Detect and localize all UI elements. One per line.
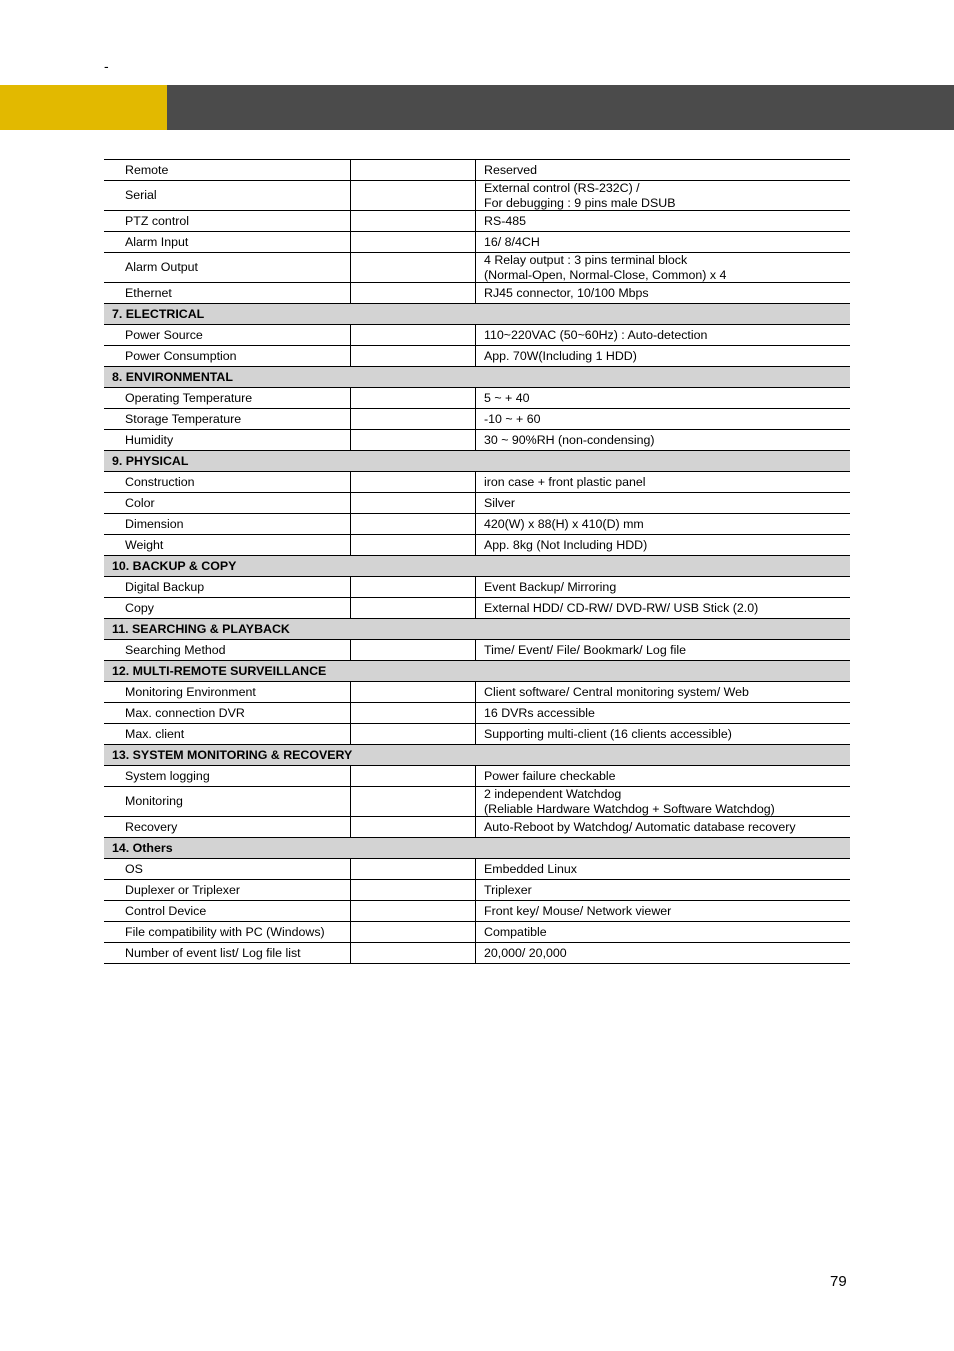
spec-empty-cell bbox=[351, 724, 476, 745]
spec-value: 2 independent Watchdog (Reliable Hardware Watchdog + Software Watchdog) bbox=[476, 787, 851, 817]
spec-empty-cell bbox=[351, 325, 476, 346]
spec-value: App. 8kg (Not Including HDD) bbox=[476, 535, 851, 556]
spec-row bbox=[104, 640, 850, 661]
header-bar bbox=[167, 85, 954, 130]
spec-empty-cell bbox=[351, 703, 476, 724]
spec-value: Embedded Linux bbox=[476, 859, 851, 880]
spec-label: Monitoring Environment bbox=[104, 682, 351, 703]
spec-row bbox=[104, 346, 850, 367]
spec-label: Copy bbox=[104, 598, 351, 619]
spec-empty-cell bbox=[351, 640, 476, 661]
spec-empty-cell bbox=[351, 901, 476, 922]
spec-row bbox=[104, 232, 850, 253]
spec-row bbox=[104, 430, 850, 451]
spec-value: External HDD/ CD-RW/ DVD-RW/ USB Stick (2.0) bbox=[476, 598, 851, 619]
spec-value: Triplexer bbox=[476, 880, 851, 901]
spec-row bbox=[104, 283, 850, 304]
spec-label: Weight bbox=[104, 535, 351, 556]
spec-row bbox=[104, 388, 850, 409]
spec-row bbox=[104, 901, 850, 922]
spec-row bbox=[104, 943, 850, 964]
spec-empty-cell bbox=[351, 766, 476, 787]
spec-empty-cell bbox=[351, 880, 476, 901]
spec-row bbox=[104, 472, 850, 493]
spec-empty-cell bbox=[351, 346, 476, 367]
spec-label: Power Source bbox=[104, 325, 351, 346]
spec-row bbox=[104, 253, 850, 283]
spec-empty-cell bbox=[351, 682, 476, 703]
spec-value: 16 DVRs accessible bbox=[476, 703, 851, 724]
spec-label: Control Device bbox=[104, 901, 351, 922]
section-title: 9. PHYSICAL bbox=[104, 451, 850, 472]
spec-label: OS bbox=[104, 859, 351, 880]
spec-value: 30 ~ 90%RH (non-condensing) bbox=[476, 430, 851, 451]
spec-row bbox=[104, 181, 850, 211]
spec-label: Searching Method bbox=[104, 640, 351, 661]
section-header-row bbox=[104, 619, 850, 640]
specification-table bbox=[104, 159, 850, 964]
spec-label: Max. connection DVR bbox=[104, 703, 351, 724]
spec-value: 420(W) x 88(H) x 410(D) mm bbox=[476, 514, 851, 535]
spec-empty-cell bbox=[351, 514, 476, 535]
spec-value: 16/ 8/4CH bbox=[476, 232, 851, 253]
spec-empty-cell bbox=[351, 160, 476, 181]
spec-label: Duplexer or Triplexer bbox=[104, 880, 351, 901]
spec-row bbox=[104, 682, 850, 703]
spec-row bbox=[104, 409, 850, 430]
spec-label: Remote bbox=[104, 160, 351, 181]
section-title: 14. Others bbox=[104, 838, 850, 859]
spec-row bbox=[104, 880, 850, 901]
spec-row bbox=[104, 514, 850, 535]
spec-value: 5 ~ + 40 bbox=[476, 388, 851, 409]
spec-row bbox=[104, 577, 850, 598]
spec-empty-cell bbox=[351, 388, 476, 409]
spec-label: System logging bbox=[104, 766, 351, 787]
section-header-row bbox=[104, 838, 850, 859]
spec-row bbox=[104, 493, 850, 514]
section-header-row bbox=[104, 556, 850, 577]
spec-row bbox=[104, 535, 850, 556]
header-accent-bar bbox=[0, 85, 167, 130]
spec-row bbox=[104, 766, 850, 787]
spec-value: Power failure checkable bbox=[476, 766, 851, 787]
spec-label: Storage Temperature bbox=[104, 409, 351, 430]
spec-row bbox=[104, 724, 850, 745]
spec-label: File compatibility with PC (Windows) bbox=[104, 922, 351, 943]
spec-row bbox=[104, 922, 850, 943]
spec-empty-cell bbox=[351, 577, 476, 598]
spec-label: Number of event list/ Log file list bbox=[104, 943, 351, 964]
spec-row bbox=[104, 211, 850, 232]
spec-label: Dimension bbox=[104, 514, 351, 535]
section-title: 8. ENVIRONMENTAL bbox=[104, 367, 850, 388]
spec-empty-cell bbox=[351, 859, 476, 880]
spec-label: Alarm Input bbox=[104, 232, 351, 253]
spec-label: Ethernet bbox=[104, 283, 351, 304]
spec-empty-cell bbox=[351, 283, 476, 304]
spec-value: Event Backup/ Mirroring bbox=[476, 577, 851, 598]
section-title: 7. ELECTRICAL bbox=[104, 304, 850, 325]
spec-empty-cell bbox=[351, 598, 476, 619]
section-header-row bbox=[104, 451, 850, 472]
spec-label: Recovery bbox=[104, 817, 351, 838]
spec-empty-cell bbox=[351, 817, 476, 838]
spec-row bbox=[104, 787, 850, 817]
spec-row bbox=[104, 817, 850, 838]
spec-row bbox=[104, 598, 850, 619]
spec-row bbox=[104, 859, 850, 880]
spec-value: Client software/ Central monitoring system/ Web bbox=[476, 682, 851, 703]
spec-label: Power Consumption bbox=[104, 346, 351, 367]
spec-row bbox=[104, 703, 850, 724]
section-title: 10. BACKUP & COPY bbox=[104, 556, 850, 577]
spec-label: Digital Backup bbox=[104, 577, 351, 598]
spec-empty-cell bbox=[351, 943, 476, 964]
spec-value: Time/ Event/ File/ Bookmark/ Log file bbox=[476, 640, 851, 661]
header-dash: - bbox=[104, 58, 109, 74]
spec-empty-cell bbox=[351, 493, 476, 514]
spec-value: Front key/ Mouse/ Network viewer bbox=[476, 901, 851, 922]
spec-label: Operating Temperature bbox=[104, 388, 351, 409]
spec-value: External control (RS-232C) / For debugging : 9 pins male DSUB bbox=[476, 181, 851, 211]
spec-value: 110~220VAC (50~60Hz) : Auto-detection bbox=[476, 325, 851, 346]
spec-empty-cell bbox=[351, 472, 476, 493]
spec-label: Monitoring bbox=[104, 787, 351, 817]
spec-value: RS-485 bbox=[476, 211, 851, 232]
spec-value: 20,000/ 20,000 bbox=[476, 943, 851, 964]
spec-row bbox=[104, 325, 850, 346]
spec-row bbox=[104, 160, 850, 181]
spec-empty-cell bbox=[351, 181, 476, 211]
section-title: 13. SYSTEM MONITORING & RECOVERY bbox=[104, 745, 850, 766]
section-title: 11. SEARCHING & PLAYBACK bbox=[104, 619, 850, 640]
spec-label: Serial bbox=[104, 181, 351, 211]
spec-value: App. 70W(Including 1 HDD) bbox=[476, 346, 851, 367]
spec-empty-cell bbox=[351, 430, 476, 451]
section-header-row bbox=[104, 304, 850, 325]
section-header-row bbox=[104, 661, 850, 682]
spec-empty-cell bbox=[351, 253, 476, 283]
spec-empty-cell bbox=[351, 409, 476, 430]
spec-value: Supporting multi-client (16 clients accessible) bbox=[476, 724, 851, 745]
spec-empty-cell bbox=[351, 535, 476, 556]
spec-empty-cell bbox=[351, 211, 476, 232]
spec-label: Construction bbox=[104, 472, 351, 493]
spec-value: -10 ~ + 60 bbox=[476, 409, 851, 430]
page-number: 79 bbox=[830, 1273, 847, 1290]
spec-value: Compatible bbox=[476, 922, 851, 943]
section-header-row bbox=[104, 367, 850, 388]
spec-value: RJ45 connector, 10/100 Mbps bbox=[476, 283, 851, 304]
spec-empty-cell bbox=[351, 922, 476, 943]
spec-empty-cell bbox=[351, 232, 476, 253]
section-header-row bbox=[104, 745, 850, 766]
spec-label: Max. client bbox=[104, 724, 351, 745]
spec-label: Humidity bbox=[104, 430, 351, 451]
spec-label: Color bbox=[104, 493, 351, 514]
section-title: 12. MULTI-REMOTE SURVEILLANCE bbox=[104, 661, 850, 682]
spec-value: Reserved bbox=[476, 160, 851, 181]
spec-value: Silver bbox=[476, 493, 851, 514]
spec-empty-cell bbox=[351, 787, 476, 817]
spec-label: Alarm Output bbox=[104, 253, 351, 283]
spec-value: 4 Relay output : 3 pins terminal block (Normal-Open, Normal-Close, Common) x 4 bbox=[476, 253, 851, 283]
spec-value: Auto-Reboot by Watchdog/ Automatic database recovery bbox=[476, 817, 851, 838]
spec-value: iron case + front plastic panel bbox=[476, 472, 851, 493]
spec-label: PTZ control bbox=[104, 211, 351, 232]
